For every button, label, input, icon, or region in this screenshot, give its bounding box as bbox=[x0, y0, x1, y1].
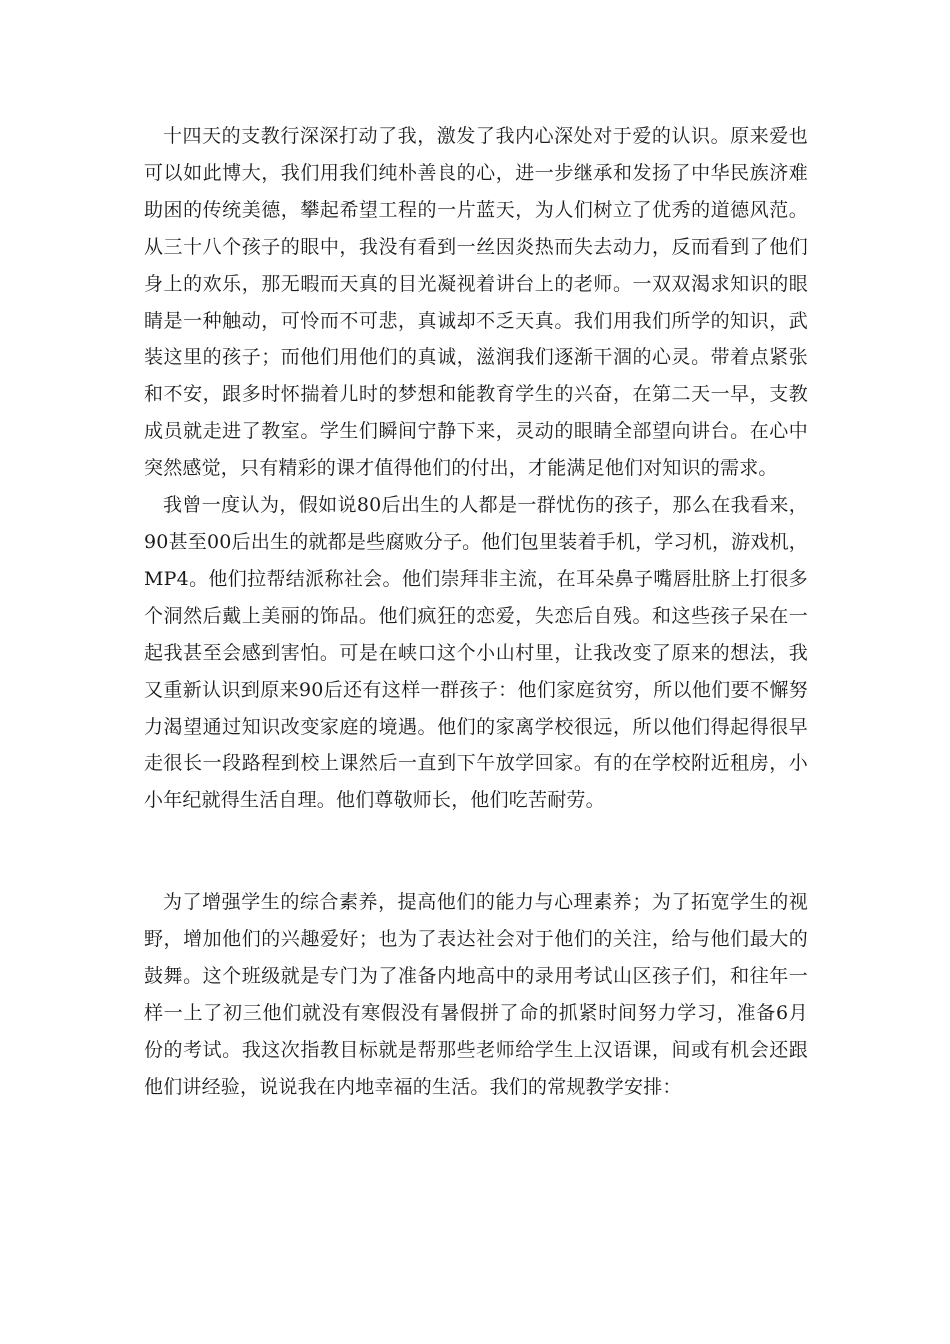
paragraph-spacer bbox=[144, 819, 808, 884]
paragraph-1: 十四天的支教行深深打动了我，激发了我内心深处对于爱的认识。原来爱也可以如此博大，我们用我们纯朴善良的心，进一步继承和发扬了中华民族济难助困的传统美德，攀起希望工程的一片蓝天，为人们树立了优秀的道德风范。从三十八个孩子的眼中，我没有看到一丝因炎热而失去动力，反而看到了他们身上的欢乐，那无暇而天真的目光凝视着讲台上的老师。一双双渴求知识的眼睛是一种触动，可怜而不可悲，真诚却不乏天真。我们用我们所学的知识，武装这里的孩子；而他们用他们的真诚，滋润我们逐渐干涸的心灵。带着点紧张和不安，跟多时怀揣着儿时的梦想和能教育学生的兴奋，在第二天一早，支教成员就走进了教室。学生们瞬间宁静下来，灵动的眼睛全部望向讲台。在心中突然感觉，只有精彩的课才值得他们的付出，才能满足他们对知识的需求。 bbox=[144, 125, 808, 480]
paragraph-3: 为了增强学生的综合素养，提高他们的能力与心理素养；为了拓宽学生的视野，增加他们的兴趣爱好；也为了表达社会对于他们的关注，给与他们最大的鼓舞。这个班级就是专门为了准备内地高中的录用考试山区孩子们，和往年一样一上了初三他们就没有寒假没有暑假拼了命的抓紧时间努力学习，准备6月份的考试。我这次指教目标就是帮那些老师给学生上汉语课，间或有机会还跟他们讲经验，说说我在内地幸福的生活。我们的常规教学安排： bbox=[144, 891, 808, 1098]
document-page bbox=[144, 118, 808, 1106]
paragraph-2: 我曾一度认为，假如说80后出生的人都是一群忧伤的孩子，那么在我看来，90甚至00后出生的就都是些腐败分子。他们包里装着手机，学习机，游戏机，MP4。他们拉帮结派称社会。他们崇拜非主流，在耳朵鼻子嘴唇肚脐上打很多个洞然后戴上美丽的饰品。他们疯狂的恋爱，失恋后自残。和这些孩子呆在一起我甚至会感到害怕。可是在峡口这个小山村里，让我改变了原来的想法，我又重新认识到原来90后还有这样一群孩子：他们家庭贫穷，所以他们要不懈努力渴望通过知识改变家庭的境遇。他们的家离学校很远，所以他们得起得很早走很长一段路程到校上课然后一直到下午放学回家。有的在学校附近租房，小小年纪就得生活自理。他们尊敬师长，他们吃苦耐劳。 bbox=[144, 494, 808, 812]
